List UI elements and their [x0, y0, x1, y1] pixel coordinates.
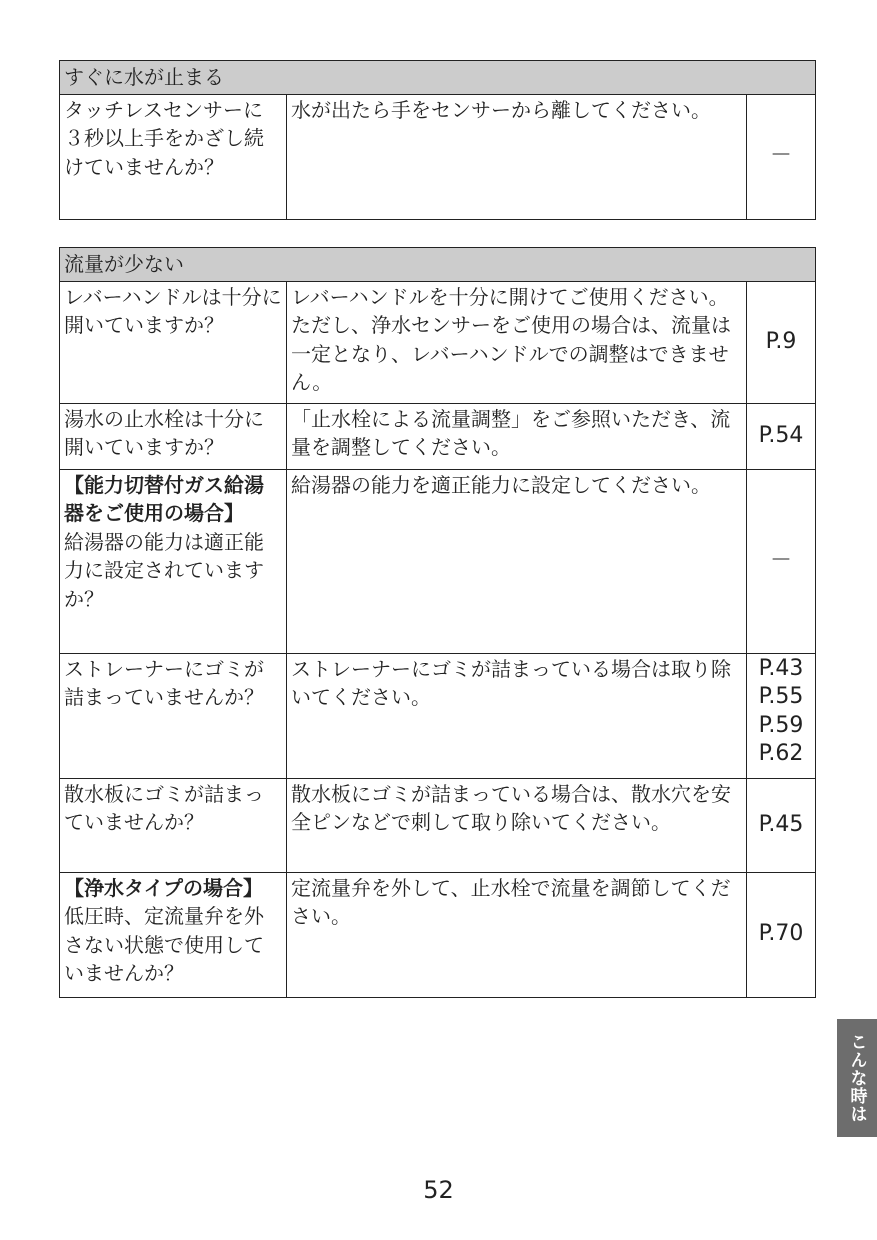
reference-cell: P.43 P.55 P.59 P.62 — [747, 653, 816, 778]
reference-cell: － — [747, 94, 816, 219]
question-cell — [60, 281, 287, 403]
table-row — [60, 778, 816, 872]
answer-cell: 給湯器の能力を適正能力に設定してください。 — [287, 469, 747, 653]
answer-cell: レバーハンドルを十分に開けてご使用ください。ただし、浄水センサーをご使用の場合は、流量は一定となり、レバーハンドルでの調整はできません。 — [287, 281, 747, 403]
question-condition: 【浄水タイプの場合】 — [64, 875, 263, 900]
reference-cell: P.45 — [747, 778, 816, 872]
question-text: レバーハンドルは十分に開いていますか？ — [64, 284, 282, 337]
reference-cell: － — [747, 469, 816, 653]
answer-cell: 定流量弁を外して、止水栓で流量を調節してください。 — [287, 872, 747, 997]
table-low-flow — [59, 247, 816, 998]
table-row — [60, 403, 816, 469]
question-cell — [60, 403, 287, 469]
table-row — [60, 281, 816, 403]
question-cell — [60, 653, 287, 778]
reference-cell: P.9 — [747, 281, 816, 403]
page-number: 52 — [423, 1176, 454, 1204]
question-text: 給湯器の能力は適正能力に設定されていますか？ — [64, 529, 264, 611]
question-text: 湯水の止水栓は十分に開いていますか？ — [64, 406, 264, 459]
question-text: 散水板にゴミが詰まっていませんか？ — [64, 781, 264, 834]
reference-cell: P.70 — [747, 872, 816, 997]
answer-cell: 散水板にゴミが詰まっている場合は、散水穴を安全ピンなどで刺して取り除いてください。 — [287, 778, 747, 872]
question-cell — [60, 872, 287, 997]
answer-cell: 「止水栓による流量調整」をご参照いただき、流量を調整してください。 — [287, 403, 747, 469]
table-row — [60, 94, 816, 219]
question-text: 低圧時、定流量弁を外さない状態で使用していませんか？ — [64, 904, 264, 985]
table-row — [60, 653, 816, 778]
question-cell — [60, 778, 287, 872]
section-header: すぐに水が止まる — [60, 61, 816, 95]
table-row — [60, 469, 816, 653]
table-row — [60, 872, 816, 997]
section-index-tab[interactable]: こんな時は — [837, 1019, 877, 1137]
answer-cell: ストレーナーにゴミが詰まっている場合は取り除いてください。 — [287, 653, 747, 778]
table-sudden-stop — [59, 60, 816, 220]
reference-cell: P.54 — [747, 403, 816, 469]
question-cell — [60, 469, 287, 653]
answer-cell: 水が出たら手をセンサーから離してください。 — [287, 94, 747, 219]
question-cell: タッチレスセンサーに３秒以上手をかざし続けていませんか？ — [60, 94, 287, 219]
question-text: ストレーナーにゴミが詰まっていませんか？ — [64, 656, 264, 709]
question-condition: 【能力切替付ガス給湯器をご使用の場合】 — [64, 472, 264, 525]
section-header: 流量が少ない — [60, 248, 816, 282]
